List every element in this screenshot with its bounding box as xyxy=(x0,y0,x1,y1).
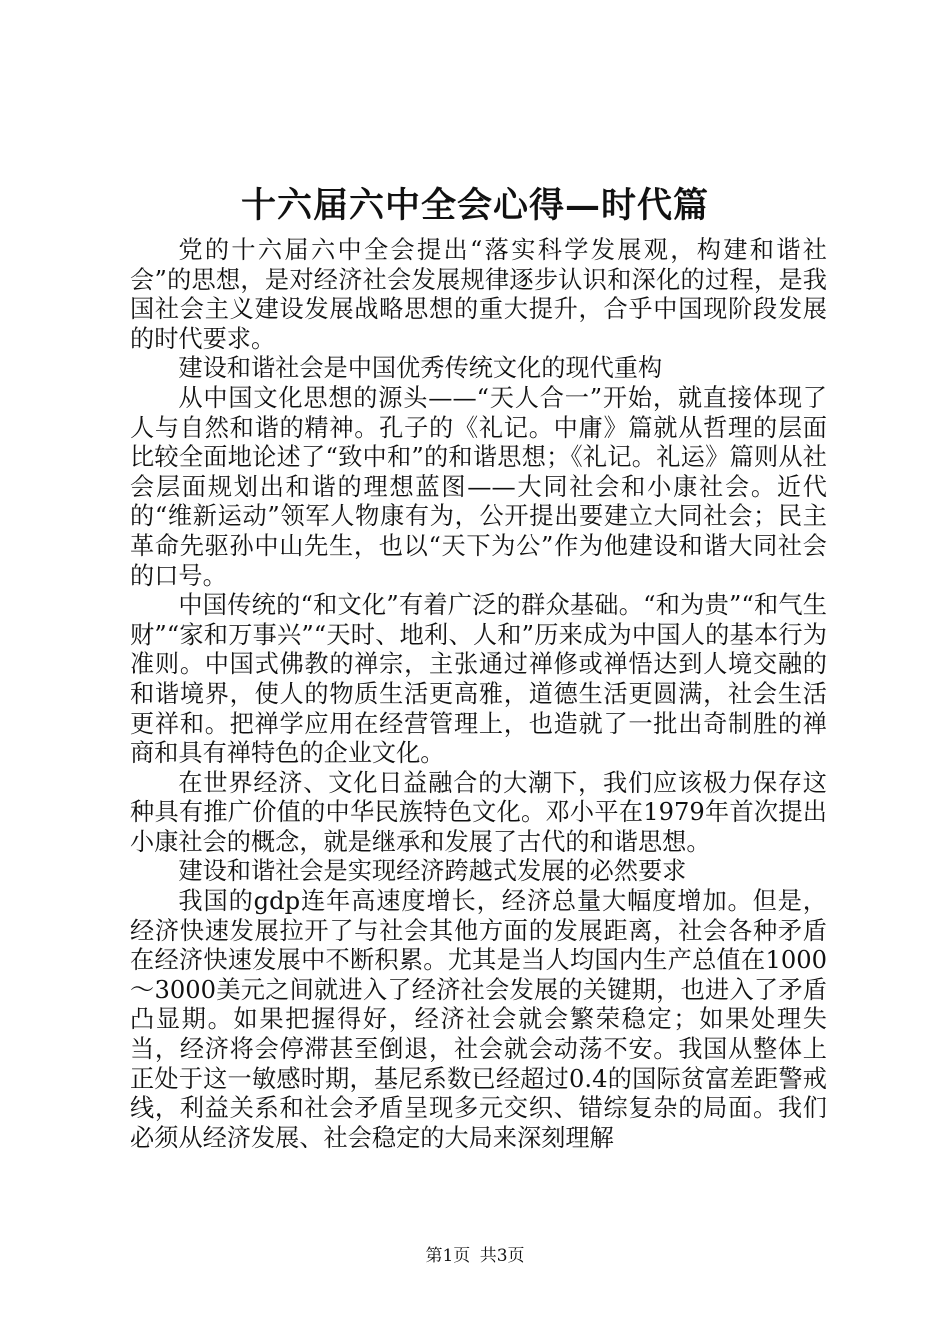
paragraph-preserve-culture: 在世界经济、文化日益融合的大潮下，我们应该极力保存这种具有推广价值的中华民族特色文化。邓小平在1979年首次提出小康社会的概念，就是继承和发展了古代的和谐思想。 xyxy=(130,768,827,856)
section-heading-culture: 建设和谐社会是中国优秀传统文化的现代重构 xyxy=(178,354,663,383)
page-total: 共3页 xyxy=(479,1246,525,1266)
page-number: 第1页 xyxy=(425,1246,471,1266)
paragraph-culture-origin: 从中国文化思想的源头——“天人合一”开始，就直接体现了人与自然和谐的精神。孔子的《礼记。中庸》篇就从哲理的层面比较全面地论述了“致中和”的和谐思想；《礼记。礼运》篇则从社会层面规划出和谐的理想蓝图——大同社会和小康社会。近代的“维新运动”领军人物康有为，公开提出要建立大同社会；民主革命先驱孙中山先生，也以“天下为公”作为他建设和谐大同社会的口号。 xyxy=(130,383,827,590)
paragraph-harmony-culture: 中国传统的“和文化”有着广泛的群众基础。“和为贵”“和气生财”“家和万事兴”“天时、地利、人和”历来成为中国人的基本行为准则。中国式佛教的禅宗，主张通过禅修或禅悟达到人境交融的和谐境界，使人的物质生活更高雅，道德生活更圆满，社会生活更祥和。把禅学应用在经营管理上，也造就了一批出奇制胜的禅商和具有禅特色的企业文化。 xyxy=(130,591,827,768)
page-footer xyxy=(0,1244,950,1268)
paragraph-intro: 党的十六届六中全会提出“落实科学发展观，构建和谐社会”的思想，是对经济社会发展规律逐步认识和深化的过程，是我国社会主义建设发展战略思想的重大提升，合乎中国现阶段发展的时代要求。 xyxy=(130,236,827,353)
document-body xyxy=(130,236,827,1153)
section-heading-economy: 建设和谐社会是实现经济跨越式发展的必然要求 xyxy=(178,857,687,886)
document-title: 十六届六中全会心得—时代篇 xyxy=(240,185,709,226)
paragraph-economy: 我国的gdp连年高速度增长，经济总量大幅度增加。但是，经济快速发展拉开了与社会其他方面的发展距离，社会各种矛盾在经济快速发展中不断积累。尤其是当人均国内生产总值在1000～3000美元之间就进入了经济社会发展的关键期，也进入了矛盾凸显期。如果把握得好，经济社会就会繁荣稳定；如果处理失当，经济将会停滞甚至倒退，社会就会动荡不安。我国从整体上正处于这一敏感时期，基尼系数已经超过0.4的国际贫富差距警戒线，利益关系和社会矛盾呈现多元交织、错综复杂的局面。我们必须从经济发展、社会稳定的大局来深刻理解 xyxy=(130,887,827,1152)
